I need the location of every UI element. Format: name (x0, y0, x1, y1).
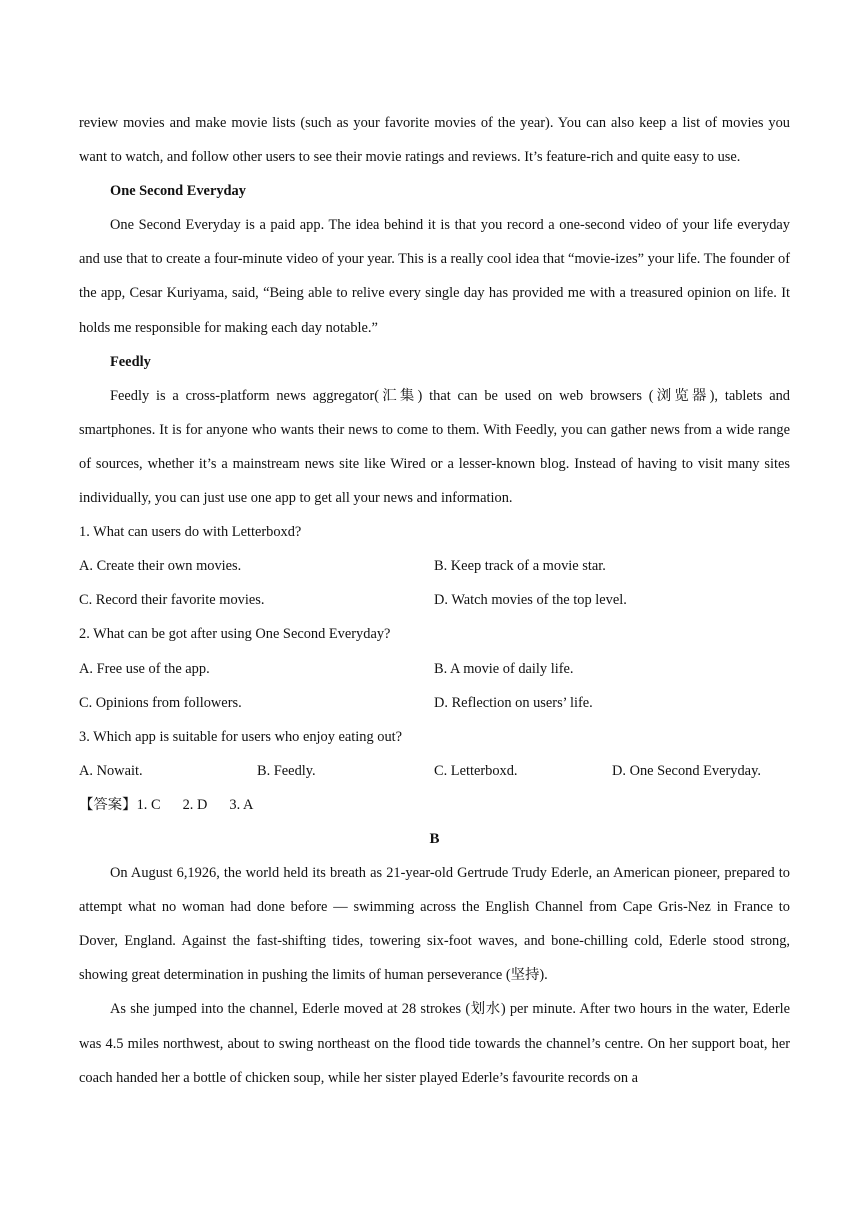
option-b: B. Feedly. (257, 762, 316, 779)
letterboxd-paragraph-continued: review movies and make movie lists (such as your favorite movies of the year). You can also keep a list of movies you want to watch, and follow other users to see their movie ratings and reviews. It’s feature-rich and quite easy to use. (79, 115, 790, 166)
question-stem: 2. What can be got after using One Second Everyday? (79, 626, 391, 643)
option-a: A. Free use of the app. (79, 660, 210, 677)
answer-2: 2. D (182, 796, 208, 813)
question-stem: 3. Which app is suitable for users who enjoy eating out? (79, 728, 403, 745)
answer-label: 【答案】 (79, 796, 137, 813)
option-a: A. Create their own movies. (79, 558, 242, 575)
option-c: C. Opinions from followers. (79, 694, 242, 711)
question-3 (79, 720, 790, 788)
one-second-everyday-paragraph: One Second Everyday is a paid app. The idea behind it is that you record a one-second video of your life everyday and use that to create a four-minute video of your year. This is a really cool idea that “movie-izes” your life. The founder of the app, Cesar Kuriyama, said, “Being able to relive every single day has provided me with a treasured opinion on life. It holds me responsible for making each day notable.” (79, 217, 790, 336)
option-row (79, 583, 790, 617)
option-row (79, 652, 790, 686)
passage-b-paragraph-2: As she jumped into the channel, Ederle moved at 28 strokes (划水) per minute. After two hours in the water, Ederle was 4.5 miles northwest, about to swing northeast on the flood tide towards the channel’s centre. On her support boat, her coach handed her a bottle of chicken soup, while her sister played Ederle’s favourite records on a (79, 1001, 790, 1086)
feedly-paragraph: Feedly is a cross-platform news aggregator(汇集) that can be used on web browsers (浏览器), tablets and smartphones. It is for anyone who wants their news to come to them. With Feedly, you can gather news from a wide range of sources, whether it’s a mainstream news site like Wired or a lesser-known blog. Instead of having to visit many sites individually, you can just use one app to get all your news and information. (79, 387, 790, 507)
section-title-b: B (429, 830, 440, 847)
answer-3: 3. A (229, 796, 254, 813)
answer-1: 1. C (136, 796, 161, 813)
option-c: C. Letterboxd. (434, 762, 518, 779)
option-b: B. Keep track of a movie star. (434, 558, 606, 575)
option-row (79, 754, 790, 788)
question-stem: 1. What can users do with Letterboxd? (79, 524, 302, 541)
option-c: C. Record their favorite movies. (79, 592, 265, 609)
passage-b-paragraph-1: On August 6,1926, the world held its breath as 21-year-old Gertrude Trudy Ederle, an American pioneer, prepared to attempt what no woman had done before — swimming across the English Channel from Cape Gris-Nez in France to Dover, England. Against the fast-shifting tides, towering six-foot waves, and bone-chilling cold, Ederle stood strong, showing great determination in pushing the limits of human perseverance (坚持). (79, 865, 790, 984)
option-row (79, 686, 790, 720)
option-row (79, 549, 790, 583)
option-d: D. Reflection on users’ life. (434, 694, 593, 711)
question-2 (79, 617, 790, 719)
heading-feedly: Feedly (110, 353, 151, 370)
option-d: D. One Second Everyday. (612, 762, 761, 779)
answer-key (79, 788, 790, 822)
question-1 (79, 515, 790, 617)
option-d: D. Watch movies of the top level. (434, 592, 627, 609)
option-b: B. A movie of daily life. (434, 660, 574, 677)
page-content (79, 106, 790, 1095)
option-a: A. Nowait. (79, 762, 143, 779)
heading-one-second-everyday: One Second Everyday (110, 183, 246, 200)
